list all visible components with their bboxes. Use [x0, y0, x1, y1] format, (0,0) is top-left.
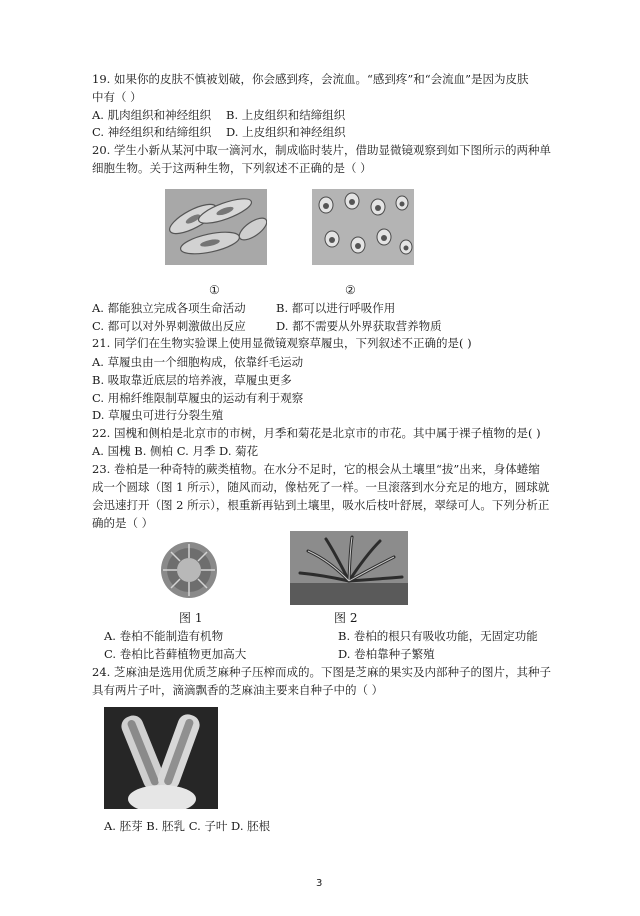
q21-option-a: A. 草履虫由一个细胞构成，依靠纤毛运动: [92, 355, 304, 369]
q21-option-d: D. 草履虫可进行分裂生殖: [92, 408, 224, 422]
selaginella-open-photo: [290, 531, 408, 605]
q24-stem-line1: 24. 芝麻油是选用优质芝麻种子压榨而成的。下图是芝麻的果实及内部种子的图片，其种子: [92, 665, 551, 679]
q23-option-c: C. 卷柏比苔藓植物更加高大: [104, 647, 247, 661]
q20-image-label-2: ②: [345, 283, 356, 297]
q20-option-a: A. 都能独立完成各项生命活动: [92, 301, 246, 315]
q20-stem-line1: 20. 学生小新从某河中取一滴河水，制成临时装片，借助显微镜观察到如下图所示的两种单: [92, 143, 551, 157]
q19-option-c: C. 神经组织和结缔组织: [92, 125, 212, 139]
q21-stem: 21. 同学们在生物实验课上使用显微镜观察草履虫，下列叙述不正确的是( ): [92, 336, 472, 350]
page-number: 3: [316, 878, 323, 889]
q19-stem-line2: 中有（ ）: [92, 90, 142, 104]
q23-stem-line4: 确的是（ ）: [92, 516, 154, 530]
q20-option-b: B. 都可以进行呼吸作用: [276, 301, 396, 315]
q24-options: A. 胚芽 B. 胚乳 C. 子叶 D. 胚根: [104, 819, 271, 833]
q20-option-c: C. 都可以对外界刺激做出反应: [92, 319, 246, 333]
q23-stem-line1: 23. 卷柏是一种奇特的蕨类植物。在水分不足时，它的根会从土壤里“拔”出来，身体蜷缩: [92, 462, 540, 476]
q19-option-d: D. 上皮组织和神经组织: [226, 125, 346, 139]
q19-option-b: B. 上皮组织和结缔组织: [226, 108, 346, 122]
q23-option-d: D. 卷柏靠种子繁殖: [338, 647, 435, 661]
q23-figure-1-caption: 图 1: [179, 611, 203, 625]
q23-stem-line2: 成一个圆球（图 1 所示），随风而动，像枯死了一样。一旦滚落到水分充足的地方，圆球就: [92, 480, 550, 494]
q23-stem-line3: 会迅速打开（图 2 所示），根重新再钻到土壤里，吸水后枝叶舒展，翠绿可人。下列分析正: [92, 498, 550, 512]
q19-stem-line1: 19. 如果你的皮肤不慎被划破，你会感到疼，会流血。“感到疼”和“会流血”是因为皮肤: [92, 72, 529, 86]
sesame-pods-photo: [104, 707, 218, 809]
paramecium-photo: [165, 189, 267, 265]
q20-image-label-1: ①: [209, 283, 220, 297]
q23-option-b: B. 卷柏的根只有吸收功能，无固定功能: [338, 629, 538, 643]
q23-figure-2-caption: 图 2: [334, 611, 358, 625]
q22-options: A. 国槐 B. 侧柏 C. 月季 D. 菊花: [92, 444, 259, 458]
q24-stem-line2: 具有两片子叶，滴滴飘香的芝麻油主要来自种子中的（ ）: [92, 683, 384, 697]
q21-option-b: B. 吸取靠近底层的培养液，草履虫更多: [92, 373, 292, 387]
q23-option-a: A. 卷柏不能制造有机物: [104, 629, 224, 643]
q19-option-a: A. 肌肉组织和神经组织: [92, 108, 212, 122]
q20-option-d: D. 都不需要从外界获取营养物质: [276, 319, 442, 333]
selaginella-ball-photo: [158, 536, 220, 604]
q20-stem-line2: 细胞生物。关于这两种生物，下列叙述不正确的是（ ）: [92, 161, 372, 175]
single-cell-organism-photo: [312, 189, 414, 265]
q21-option-c: C. 用棉纤维限制草履虫的运动有利于观察: [92, 391, 304, 405]
q22-stem: 22. 国槐和侧柏是北京市的市树，月季和菊花是北京市的市花。其中属于裸子植物的是( ): [92, 426, 541, 440]
